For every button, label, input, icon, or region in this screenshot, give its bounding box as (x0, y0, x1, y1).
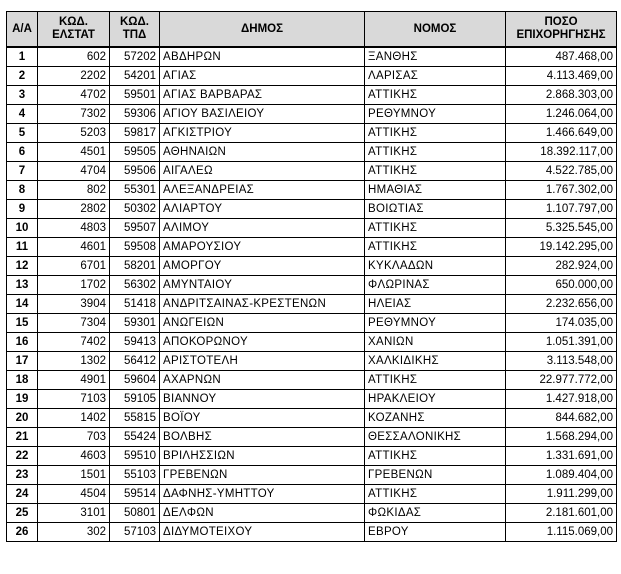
cell-aa: 8 (7, 181, 38, 200)
table-row (7, 504, 617, 523)
header-tpd-line2: ΤΠΔ (122, 29, 147, 41)
table-row (7, 124, 617, 143)
table-row (7, 428, 617, 447)
cell-nomos: ΚΥΚΛΑΔΩΝ (365, 257, 506, 276)
cell-elstat: 7304 (38, 314, 110, 333)
cell-dimos: ΒΙΑΝΝΟΥ (160, 390, 365, 409)
table-row (7, 466, 617, 485)
header-elstat-line2: ΕΛΣΤΑΤ (52, 29, 95, 41)
table-row (7, 105, 617, 124)
cell-dimos: ΑΜΟΡΓΟΥ (160, 257, 365, 276)
cell-nomos: ΧΑΛΚΙΔΙΚΗΣ (365, 352, 506, 371)
header-poso-line2: ΕΠΙΧΟΡΗΓΗΣΗΣ (516, 29, 606, 41)
cell-tpd: 59301 (110, 314, 160, 333)
table-header (7, 12, 617, 48)
cell-aa: 22 (7, 447, 38, 466)
cell-elstat: 703 (38, 428, 110, 447)
cell-dimos: ΑΓΙΑΣ ΒΑΡΒΑΡΑΣ (160, 86, 365, 105)
cell-aa: 2 (7, 67, 38, 86)
cell-dimos: ΑΓΙΟΥ ΒΑΣΙΛΕΙΟΥ (160, 105, 365, 124)
header-poso-line1: ΠΟΣΟ (544, 16, 578, 28)
cell-tpd: 50801 (110, 504, 160, 523)
cell-nomos: ΑΤΤΙΚΗΣ (365, 238, 506, 257)
header-dimos-label: ΔΗΜΟΣ (241, 22, 283, 35)
cell-tpd: 59508 (110, 238, 160, 257)
table-row (7, 295, 617, 314)
cell-aa: 6 (7, 143, 38, 162)
cell-nomos: ΧΑΝΙΩΝ (365, 333, 506, 352)
header-aa-label: Α/Α (12, 22, 32, 35)
cell-elstat: 4702 (38, 86, 110, 105)
spreadsheet (6, 11, 617, 542)
cell-dimos: ΒΟΪΟΥ (160, 409, 365, 428)
cell-poso: 1.051.391,00 (506, 333, 617, 352)
cell-tpd: 59413 (110, 333, 160, 352)
cell-tpd: 59514 (110, 485, 160, 504)
cell-poso: 4.522.785,00 (506, 162, 617, 181)
cell-poso: 487.468,00 (506, 47, 617, 67)
cell-nomos: ΑΤΤΙΚΗΣ (365, 371, 506, 390)
cell-nomos: ΑΤΤΙΚΗΣ (365, 485, 506, 504)
cell-nomos: ΑΤΤΙΚΗΣ (365, 124, 506, 143)
header-row (7, 12, 617, 48)
cell-aa: 3 (7, 86, 38, 105)
table-row (7, 200, 617, 219)
table-row (7, 181, 617, 200)
cell-nomos: ΗΜΑΘΙΑΣ (365, 181, 506, 200)
cell-elstat: 302 (38, 523, 110, 542)
cell-tpd: 59501 (110, 86, 160, 105)
cell-aa: 19 (7, 390, 38, 409)
cell-aa: 7 (7, 162, 38, 181)
cell-tpd: 59306 (110, 105, 160, 124)
cell-elstat: 1402 (38, 409, 110, 428)
table-row (7, 523, 617, 542)
cell-poso: 5.325.545,00 (506, 219, 617, 238)
cell-dimos: ΑΘΗΝΑΙΩΝ (160, 143, 365, 162)
header-elstat-code (38, 12, 110, 48)
cell-tpd: 59506 (110, 162, 160, 181)
cell-dimos: ΔΕΛΦΩΝ (160, 504, 365, 523)
cell-dimos: ΑΠΟΚΟΡΩΝΟΥ (160, 333, 365, 352)
header-tpd-code (110, 12, 160, 48)
table-row (7, 276, 617, 295)
cell-nomos: ΦΛΩΡΙΝΑΣ (365, 276, 506, 295)
cell-elstat: 4504 (38, 485, 110, 504)
table-row (7, 86, 617, 105)
cell-dimos: ΑΧΑΡΝΩΝ (160, 371, 365, 390)
header-nomos (365, 12, 506, 48)
cell-tpd: 51418 (110, 295, 160, 314)
cell-poso: 18.392.117,00 (506, 143, 617, 162)
cell-aa: 12 (7, 257, 38, 276)
cell-nomos: ΒΟΙΩΤΙΑΣ (365, 200, 506, 219)
table-row (7, 47, 617, 67)
cell-tpd: 55103 (110, 466, 160, 485)
cell-elstat: 3101 (38, 504, 110, 523)
cell-aa: 1 (7, 47, 38, 67)
cell-nomos: ΛΑΡΙΣΑΣ (365, 67, 506, 86)
table-row (7, 352, 617, 371)
cell-aa: 24 (7, 485, 38, 504)
cell-dimos: ΔΙΔΥΜΟΤΕΙΧΟΥ (160, 523, 365, 542)
cell-dimos: ΑΓΚΙΣΤΡΙΟΥ (160, 124, 365, 143)
cell-aa: 23 (7, 466, 38, 485)
cell-tpd: 56412 (110, 352, 160, 371)
table-row (7, 143, 617, 162)
cell-tpd: 56302 (110, 276, 160, 295)
cell-elstat: 7302 (38, 105, 110, 124)
cell-tpd: 59510 (110, 447, 160, 466)
cell-poso: 2.181.601,00 (506, 504, 617, 523)
subsidy-table (6, 11, 617, 542)
cell-dimos: ΑΙΓΑΛΕΩ (160, 162, 365, 181)
cell-aa: 17 (7, 352, 38, 371)
table-row (7, 162, 617, 181)
cell-dimos: ΑΛΙΑΡΤΟΥ (160, 200, 365, 219)
cell-nomos: ΞΑΝΘΗΣ (365, 47, 506, 67)
cell-dimos: ΑΡΙΣΤΟΤΕΛΗ (160, 352, 365, 371)
cell-elstat: 3904 (38, 295, 110, 314)
cell-aa: 26 (7, 523, 38, 542)
cell-poso: 4.113.469,00 (506, 67, 617, 86)
cell-elstat: 1702 (38, 276, 110, 295)
cell-elstat: 4603 (38, 447, 110, 466)
cell-nomos: ΘΕΣΣΑΛΟΝΙΚΗΣ (365, 428, 506, 447)
cell-tpd: 55424 (110, 428, 160, 447)
cell-aa: 20 (7, 409, 38, 428)
cell-elstat: 2802 (38, 200, 110, 219)
table-row (7, 409, 617, 428)
table-row (7, 314, 617, 333)
cell-elstat: 4704 (38, 162, 110, 181)
header-poso (506, 12, 617, 48)
table-row (7, 333, 617, 352)
cell-dimos: ΑΒΔΗΡΩΝ (160, 47, 365, 67)
cell-nomos: ΕΒΡΟΥ (365, 523, 506, 542)
cell-elstat: 7402 (38, 333, 110, 352)
cell-aa: 9 (7, 200, 38, 219)
cell-aa: 11 (7, 238, 38, 257)
cell-poso: 1.107.797,00 (506, 200, 617, 219)
table-row (7, 485, 617, 504)
cell-dimos: ΑΓΙΑΣ (160, 67, 365, 86)
cell-tpd: 55301 (110, 181, 160, 200)
cell-nomos: ΡΕΘΥΜΝΟΥ (365, 105, 506, 124)
cell-elstat: 6701 (38, 257, 110, 276)
cell-poso: 1.767.302,00 (506, 181, 617, 200)
cell-nomos: ΓΡΕΒΕΝΩΝ (365, 466, 506, 485)
cell-poso: 19.142.295,00 (506, 238, 617, 257)
table-row (7, 67, 617, 86)
cell-tpd: 59505 (110, 143, 160, 162)
cell-tpd: 59817 (110, 124, 160, 143)
cell-poso: 1.331.691,00 (506, 447, 617, 466)
cell-aa: 10 (7, 219, 38, 238)
cell-poso: 1.911.299,00 (506, 485, 617, 504)
cell-nomos: ΑΤΤΙΚΗΣ (365, 447, 506, 466)
cell-poso: 2.868.303,00 (506, 86, 617, 105)
cell-poso: 1.089.404,00 (506, 466, 617, 485)
cell-dimos: ΑΛΙΜΟΥ (160, 219, 365, 238)
cell-poso: 1.246.064,00 (506, 105, 617, 124)
cell-nomos: ΑΤΤΙΚΗΣ (365, 219, 506, 238)
cell-tpd: 50302 (110, 200, 160, 219)
cell-nomos: ΑΤΤΙΚΗΣ (365, 162, 506, 181)
cell-elstat: 1302 (38, 352, 110, 371)
cell-poso: 650.000,00 (506, 276, 617, 295)
cell-elstat: 4501 (38, 143, 110, 162)
cell-tpd: 57202 (110, 47, 160, 67)
cell-tpd: 55815 (110, 409, 160, 428)
cell-tpd: 57103 (110, 523, 160, 542)
cell-elstat: 4901 (38, 371, 110, 390)
cell-poso: 1.466.649,00 (506, 124, 617, 143)
cell-aa: 4 (7, 105, 38, 124)
table-row (7, 390, 617, 409)
cell-dimos: ΓΡΕΒΕΝΩΝ (160, 466, 365, 485)
table-row (7, 371, 617, 390)
cell-poso: 844.682,00 (506, 409, 617, 428)
table-row (7, 219, 617, 238)
table-row (7, 257, 617, 276)
cell-poso: 1.115.069,00 (506, 523, 617, 542)
cell-tpd: 59507 (110, 219, 160, 238)
cell-dimos: ΑΛΕΞΑΝΔΡΕΙΑΣ (160, 181, 365, 200)
cell-elstat: 1501 (38, 466, 110, 485)
cell-nomos: ΗΛΕΙΑΣ (365, 295, 506, 314)
header-aa (7, 12, 38, 48)
cell-elstat: 4601 (38, 238, 110, 257)
cell-nomos: ΦΩΚΙΔΑΣ (365, 504, 506, 523)
table-body (7, 47, 617, 542)
cell-aa: 25 (7, 504, 38, 523)
cell-elstat: 5203 (38, 124, 110, 143)
cell-nomos: ΚΟΖΑΝΗΣ (365, 409, 506, 428)
cell-aa: 15 (7, 314, 38, 333)
cell-nomos: ΑΤΤΙΚΗΣ (365, 86, 506, 105)
cell-elstat: 7103 (38, 390, 110, 409)
cell-aa: 16 (7, 333, 38, 352)
cell-aa: 18 (7, 371, 38, 390)
cell-aa: 13 (7, 276, 38, 295)
cell-dimos: ΒΟΛΒΗΣ (160, 428, 365, 447)
cell-nomos: ΑΤΤΙΚΗΣ (365, 143, 506, 162)
cell-tpd: 59105 (110, 390, 160, 409)
cell-nomos: ΡΕΘΥΜΝΟΥ (365, 314, 506, 333)
cell-poso: 2.232.656,00 (506, 295, 617, 314)
cell-elstat: 4803 (38, 219, 110, 238)
header-nomos-label: ΝΟΜΟΣ (413, 22, 457, 35)
cell-dimos: ΑΝΔΡΙΤΣΑΙΝΑΣ-ΚΡΕΣΤΕΝΩΝ (160, 295, 365, 314)
cell-poso: 22.977.772,00 (506, 371, 617, 390)
cell-poso: 282.924,00 (506, 257, 617, 276)
cell-poso: 3.113.548,00 (506, 352, 617, 371)
cell-poso: 174.035,00 (506, 314, 617, 333)
cell-dimos: ΑΜΥΝΤΑΙΟΥ (160, 276, 365, 295)
cell-aa: 5 (7, 124, 38, 143)
header-elstat-line1: ΚΩΔ. (59, 16, 88, 28)
cell-dimos: ΑΝΩΓΕΙΩΝ (160, 314, 365, 333)
cell-tpd: 58201 (110, 257, 160, 276)
cell-tpd: 54201 (110, 67, 160, 86)
cell-poso: 1.427.918,00 (506, 390, 617, 409)
header-tpd-line1: ΚΩΔ. (120, 16, 149, 28)
cell-elstat: 602 (38, 47, 110, 67)
cell-aa: 21 (7, 428, 38, 447)
cell-dimos: ΔΑΦΝΗΣ-ΥΜΗΤΤΟΥ (160, 485, 365, 504)
cell-elstat: 802 (38, 181, 110, 200)
cell-tpd: 59604 (110, 371, 160, 390)
cell-poso: 1.568.294,00 (506, 428, 617, 447)
header-dimos (160, 12, 365, 48)
cell-nomos: ΗΡΑΚΛΕΙΟΥ (365, 390, 506, 409)
cell-dimos: ΒΡΙΛΗΣΣΙΩΝ (160, 447, 365, 466)
table-row (7, 447, 617, 466)
table-row (7, 238, 617, 257)
cell-elstat: 2202 (38, 67, 110, 86)
cell-aa: 14 (7, 295, 38, 314)
cell-dimos: ΑΜΑΡΟΥΣΙΟΥ (160, 238, 365, 257)
